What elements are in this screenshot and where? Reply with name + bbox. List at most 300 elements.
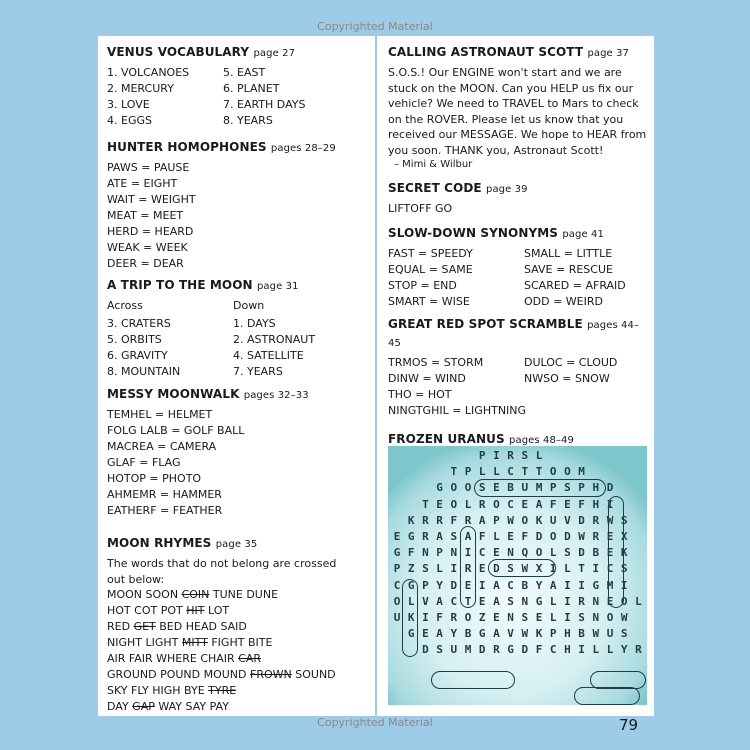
list-item: SCARED = AFRAID [524, 279, 626, 292]
list-item: 7. EARTH DAYS [223, 98, 306, 111]
list-item: 3. LOVE [107, 98, 150, 111]
list-item: 5. EAST [223, 66, 266, 79]
rhymes-intro: The words that do not belong are crossed out below: [107, 557, 337, 586]
grid-letter: A [535, 497, 543, 511]
list-item: NINGTGHIL = LIGHTNING [388, 404, 527, 417]
grid-letter: I [450, 562, 458, 576]
grid-letter: F [450, 513, 458, 527]
grid-letter: W [592, 627, 600, 641]
list-item: SMALL = LITTLE [524, 247, 613, 260]
grid-letter: B [464, 627, 472, 641]
grid-letter: O [549, 465, 557, 479]
grid-letter: N [507, 611, 514, 624]
grid-letter: D [521, 643, 529, 657]
grid-letter: T [422, 497, 429, 511]
grid-letter: L [436, 562, 443, 576]
list-item: 6. GRAVITY [107, 349, 168, 362]
grid-letter: E [564, 497, 571, 511]
slow-answers [388, 246, 650, 310]
spot-section [388, 316, 650, 419]
grid-letter: P [549, 481, 557, 495]
grid-letter: O [464, 611, 472, 624]
grid-letter: F [578, 497, 585, 511]
grid-letter: R [478, 497, 486, 511]
grid-letter: O [393, 594, 401, 608]
grid-letter: N [521, 594, 529, 608]
crossed-out-word: MITT [181, 636, 208, 649]
grid-letter: M [606, 578, 614, 592]
rhyme-line: HOT COT POT HIT LOT [107, 604, 230, 617]
grid-letter: E [493, 546, 500, 560]
list-item: WEAK = WEEK [107, 241, 188, 254]
grid-letter: B [521, 578, 529, 592]
list-item: TEMHEL = HELMET [107, 408, 213, 421]
grid-letter: E [535, 611, 543, 624]
messy-title: MESSY MOONWALK pages 32–33 [107, 387, 309, 401]
crossed-out-word: COIN [181, 588, 210, 601]
grid-letter: P [493, 513, 500, 527]
grid-letter: M [578, 465, 585, 479]
list-item: 1. DAYS [233, 317, 276, 330]
grid-letter: E [606, 546, 614, 560]
grid-letter: R [592, 530, 600, 543]
scott-title: CALLING ASTRONAUT SCOTT page 37 [388, 45, 630, 59]
grid-letter: R [436, 513, 443, 527]
grid-letter: I [606, 497, 614, 511]
rhyme-line: AIR FAIR WHERE CHAIR CAR [107, 652, 262, 665]
grid-letter: W [521, 562, 529, 576]
rhyme-line: GROUND POUND MOUND FROWN SOUND [107, 668, 336, 681]
grid-row [388, 449, 647, 465]
rhyme-line: NIGHT LIGHT MITT FIGHT BITE [107, 636, 273, 649]
crossed-out-word: TYRE [208, 684, 237, 697]
list-item: ATE = EIGHT [107, 177, 178, 190]
grid-letter: X [620, 530, 628, 543]
grid-letter: G [407, 627, 415, 641]
grid-letter: A [493, 594, 500, 608]
list-item: 7. YEARS [233, 365, 283, 378]
word-loop [608, 496, 624, 608]
grid-letter: X [535, 562, 543, 576]
grid-letter: P [549, 627, 557, 641]
grid-letter: I [549, 562, 557, 576]
word-loop [402, 579, 418, 657]
grid-letter: G [592, 578, 600, 592]
grid-letter: O [535, 546, 543, 560]
grid-letter: S [478, 481, 486, 495]
grid-letter: I [422, 611, 429, 624]
scott-signature: – Mimi & Wilbur [394, 159, 473, 170]
rhyme-lines [107, 587, 369, 715]
page-number: 79 [619, 716, 639, 734]
grid-letter: O [564, 465, 571, 479]
grid-letter: L [535, 449, 543, 462]
list-item: MACREA = CAMERA [107, 440, 217, 453]
word-loop [488, 559, 556, 577]
list-item: 8. YEARS [223, 114, 273, 127]
grid-letter: O [620, 594, 628, 608]
grid-letter: A [478, 513, 486, 527]
trip-title: A TRIP TO THE MOON page 31 [107, 278, 299, 292]
rhyme-line: DAY GAP WAY SAY PAY [107, 700, 229, 713]
grid-letter: S [450, 530, 458, 543]
list-item: DINW = WIND [388, 372, 466, 385]
grid-letter: Y [436, 578, 443, 592]
grid-letter: C [393, 578, 401, 592]
grid-letter: T [535, 465, 543, 479]
word-loop [460, 526, 476, 608]
grid-letter: S [620, 513, 628, 527]
slow-section [388, 225, 650, 310]
grid-letter: K [407, 513, 415, 527]
rhymes-section [107, 535, 369, 715]
grid-letter: S [564, 546, 571, 560]
list-item: EATHERF = FEATHER [107, 504, 223, 517]
grid-letter: W [521, 627, 529, 641]
grid-letter: G [407, 530, 415, 543]
grid-letter: F [407, 546, 415, 560]
grid-letter: F [521, 530, 529, 543]
grid-letter: O [450, 481, 458, 495]
grid-letter: R [450, 611, 458, 624]
grid-letter: E [606, 530, 614, 543]
grid-letter: S [507, 562, 514, 576]
grid-letter: B [578, 627, 585, 641]
grid-letter: W [578, 530, 585, 543]
column-divider [375, 36, 377, 716]
crossed-out-word: FROWN [250, 668, 292, 681]
grid-letter: F [436, 611, 443, 624]
list-item: 6. PLANET [223, 82, 280, 95]
grid-letter: P [393, 562, 401, 576]
list-item: STOP = END [388, 279, 457, 292]
list-item: MEAT = MEET [107, 209, 184, 222]
secret-answer: LIFTOFF GO [388, 202, 453, 215]
grid-letter: I [578, 643, 585, 657]
list-item: 5. ORBITS [107, 333, 162, 346]
grid-letter: B [592, 546, 600, 560]
list-item: HERD = HEARD [107, 225, 194, 238]
grid-letter: G [393, 546, 401, 560]
grid-letter: I [478, 578, 486, 592]
venus-title: VENUS VOCABULARY page 27 [107, 45, 296, 59]
list-item: 2. MERCURY [107, 82, 174, 95]
copyright-top: Copyrighted Material [317, 20, 433, 33]
grid-letter: T [464, 594, 472, 608]
grid-letter: L [493, 465, 500, 479]
grid-letter: R [464, 562, 472, 576]
crossed-out-word: HIT [186, 604, 205, 617]
list-item: FAST = SPEEDY [388, 247, 473, 260]
grid-letter: V [507, 627, 514, 641]
grid-letter: U [450, 643, 458, 657]
list-item: 2. ASTRONAUT [233, 333, 316, 346]
list-item: EQUAL = SAME [388, 263, 473, 276]
grid-letter: O [493, 497, 500, 511]
list-item: SMART = WISE [388, 295, 470, 308]
rhyme-line: RED GET BED HEAD SAID [107, 620, 247, 633]
grid-letter: E [436, 497, 443, 511]
grid-letter: K [535, 513, 543, 527]
grid-row [388, 611, 647, 627]
messy-section [107, 386, 369, 519]
grid-letter: S [578, 611, 585, 624]
frozen-title: FROZEN URANUS pages 48–49 [388, 432, 574, 446]
list-item: DEER = DEAR [107, 257, 184, 270]
grid-letter: D [493, 562, 500, 576]
grid-letter: L [549, 594, 557, 608]
grid-letter: U [521, 481, 529, 495]
grid-letter: P [422, 578, 429, 592]
list-item: FOLG LALB = GOLF BALL [107, 424, 245, 437]
grid-letter: I [620, 578, 628, 592]
list-item: 4. EGGS [107, 114, 152, 127]
grid-letter: E [422, 627, 429, 641]
grid-letter: L [549, 611, 557, 624]
grid-letter: O [521, 513, 529, 527]
list-item: 3. CRATERS [107, 317, 171, 330]
grid-letter: S [507, 594, 514, 608]
grid-letter: G [407, 578, 415, 592]
rhymes-title: MOON RHYMES page 35 [107, 536, 258, 550]
list-item: SAVE = RESCUE [524, 263, 613, 276]
down-label: Down [233, 299, 265, 312]
grid-letter: I [493, 449, 500, 462]
grid-letter: Y [535, 578, 543, 592]
word-loop [474, 479, 606, 497]
grid-letter: L [592, 643, 600, 657]
across-label: Across [107, 299, 143, 312]
grid-letter: O [606, 611, 614, 624]
list-item: HOTOP = PHOTO [107, 472, 202, 485]
grid-letter: N [507, 546, 514, 560]
grid-letter: S [620, 627, 628, 641]
grid-letter: R [422, 513, 429, 527]
grid-letter: I [592, 562, 600, 576]
word-search-puzzle [388, 446, 647, 705]
grid-letter: L [635, 594, 642, 608]
grid-letter: E [493, 611, 500, 624]
spot-title: GREAT RED SPOT SCRAMBLE pages 44–45 [388, 317, 640, 349]
grid-letter: U [393, 611, 401, 624]
grid-letter: Y [620, 643, 628, 657]
grid-letter: I [564, 611, 571, 624]
grid-letter: N [450, 546, 458, 560]
grid-letter: L [564, 562, 571, 576]
grid-letter: E [478, 562, 486, 576]
list-item: TRMOS = STORM [388, 356, 484, 369]
grid-letter: E [478, 594, 486, 608]
grid-letter: S [521, 449, 529, 462]
grid-letter: R [464, 513, 472, 527]
grid-letter: D [450, 578, 458, 592]
grid-letter: F [535, 643, 543, 657]
grid-letter: T [521, 465, 529, 479]
crossed-out-word: CAR [238, 652, 262, 665]
grid-letter: D [535, 530, 543, 543]
hunter-title: HUNTER HOMOPHONES pages 28–29 [107, 140, 336, 154]
grid-letter: T [450, 465, 458, 479]
grid-letter: Z [478, 611, 486, 624]
grid-letter: S [436, 643, 443, 657]
trip-section [107, 277, 369, 380]
list-item: PAWS = PAUSE [107, 161, 190, 174]
copyright-bottom: Copyrighted Material [317, 716, 433, 729]
grid-letter: S [422, 562, 429, 576]
grid-letter: E [507, 530, 514, 543]
grid-letter: H [564, 643, 571, 657]
venus-answers [107, 65, 369, 129]
crossed-out-word: GET [133, 620, 156, 633]
scott-message: S.O.S.! Our ENGINE won't start and we are stuck on the MOON. Can you HELP us fix our vehicle? We need to TRAVEL to Mars to check on the ROVER. Please let us know that you received our MESSAGE. We hope to HEAR from you soon. THANK you, Astronaut Scott! [388, 66, 647, 157]
grid-letter: Q [521, 546, 529, 560]
grid-letter: R [635, 643, 642, 657]
trip-answers [107, 298, 369, 380]
grid-letter: C [549, 643, 557, 657]
grid-letter: N [592, 611, 600, 624]
grid-letter: K [407, 611, 415, 624]
grid-letter: A [493, 627, 500, 641]
grid-letter: H [564, 627, 571, 641]
slow-title: SLOW-DOWN SYNONYMS page 41 [388, 226, 604, 240]
grid-letter: P [578, 481, 585, 495]
grid-letter: I [564, 578, 571, 592]
list-item: WAIT = WEIGHT [107, 193, 196, 206]
grid-letter: R [422, 530, 429, 543]
grid-letter: U [606, 627, 614, 641]
grid-letter: C [507, 497, 514, 511]
grid-letter: E [521, 497, 529, 511]
grid-letter: D [578, 513, 585, 527]
grid-letter: I [464, 546, 472, 560]
grid-letter: S [620, 562, 628, 576]
grid-letter: E [493, 481, 500, 495]
grid-letter: I [564, 594, 571, 608]
grid-letter: D [422, 643, 429, 657]
grid-letter: L [478, 465, 486, 479]
grid-letter: A [436, 627, 443, 641]
grid-letter: A [464, 530, 472, 543]
hunter-section [107, 139, 369, 272]
grid-row [388, 627, 647, 643]
grid-letter: O [450, 497, 458, 511]
grid-letter: H [592, 481, 600, 495]
grid-letter: P [464, 465, 472, 479]
grid-letter: R [507, 449, 514, 462]
left-column [107, 36, 369, 715]
grid-letter: S [564, 481, 571, 495]
word-loop [431, 671, 515, 689]
list-item: DULOC = CLOUD [524, 356, 618, 369]
grid-letter: L [493, 530, 500, 543]
grid-letter: M [464, 643, 472, 657]
grid-letter: G [478, 627, 486, 641]
grid-row [388, 643, 647, 659]
grid-letter: H [592, 497, 600, 511]
grid-letter: C [478, 546, 486, 560]
grid-letter: C [507, 465, 514, 479]
grid-letter: L [549, 546, 557, 560]
grid-letter: V [422, 594, 429, 608]
grid-letter: G [507, 643, 514, 657]
list-item: GLAF = FLAG [107, 456, 181, 469]
grid-letter: C [507, 578, 514, 592]
grid-letter: O [464, 481, 472, 495]
list-item: 1. VOLCANOES [107, 66, 190, 79]
grid-letter: S [521, 611, 529, 624]
grid-letter: A [493, 578, 500, 592]
venus-section [107, 44, 369, 129]
grid-letter: C [450, 594, 458, 608]
list-item: 8. MOUNTAIN [107, 365, 181, 378]
grid-letter: Z [407, 562, 415, 576]
grid-letter: L [407, 594, 415, 608]
grid-letter: G [436, 481, 443, 495]
secret-title: SECRET CODE page 39 [388, 181, 528, 195]
grid-letter: P [436, 546, 443, 560]
grid-letter: A [436, 530, 443, 543]
grid-letter: N [422, 546, 429, 560]
scott-section [388, 44, 650, 172]
grid-letter: E [606, 594, 614, 608]
crossed-out-word: GAP [132, 700, 155, 713]
grid-letter: F [549, 497, 557, 511]
spot-answers [388, 355, 650, 419]
list-item: NWSO = SNOW [524, 372, 610, 385]
list-item: 4. SATELLITE [233, 349, 304, 362]
grid-letter: D [578, 546, 585, 560]
grid-letter: A [549, 578, 557, 592]
grid-letter: E [464, 578, 472, 592]
secret-section [388, 180, 650, 217]
grid-letter: O [549, 530, 557, 543]
grid-letter: F [478, 530, 486, 543]
grid-letter: E [393, 530, 401, 543]
grid-letter: Y [450, 627, 458, 641]
grid-letter: R [592, 513, 600, 527]
grid-letter: R [578, 594, 585, 608]
grid-letter: L [464, 497, 472, 511]
grid-letter: W [507, 513, 514, 527]
grid-letter: D [606, 481, 614, 495]
list-item: ODD = WEIRD [524, 295, 603, 308]
grid-letter: B [507, 481, 514, 495]
grid-letter: W [620, 611, 628, 624]
grid-letter: A [436, 594, 443, 608]
grid-letter: R [493, 643, 500, 657]
grid-letter: L [606, 643, 614, 657]
grid-letter: P [478, 449, 486, 462]
right-column [388, 36, 650, 452]
grid-letter: D [564, 530, 571, 543]
rhyme-line: MOON SOON COIN TUNE DUNE [107, 588, 279, 601]
list-item: THO = HOT [388, 388, 452, 401]
grid-letter: N [592, 594, 600, 608]
grid-letter: I [578, 578, 585, 592]
grid-letter: U [549, 513, 557, 527]
grid-letter: K [620, 546, 628, 560]
grid-letter: M [535, 481, 543, 495]
grid-letter: D [478, 643, 486, 657]
grid-letter: V [564, 513, 571, 527]
grid-letter: W [606, 513, 614, 527]
grid-letter: T [578, 562, 585, 576]
grid-letter: K [535, 627, 543, 641]
rhyme-line: SKY FLY HIGH BYE TYRE [107, 684, 237, 697]
grid-letter: G [535, 594, 543, 608]
word-loop [574, 687, 640, 705]
grid-letter: C [606, 562, 614, 576]
